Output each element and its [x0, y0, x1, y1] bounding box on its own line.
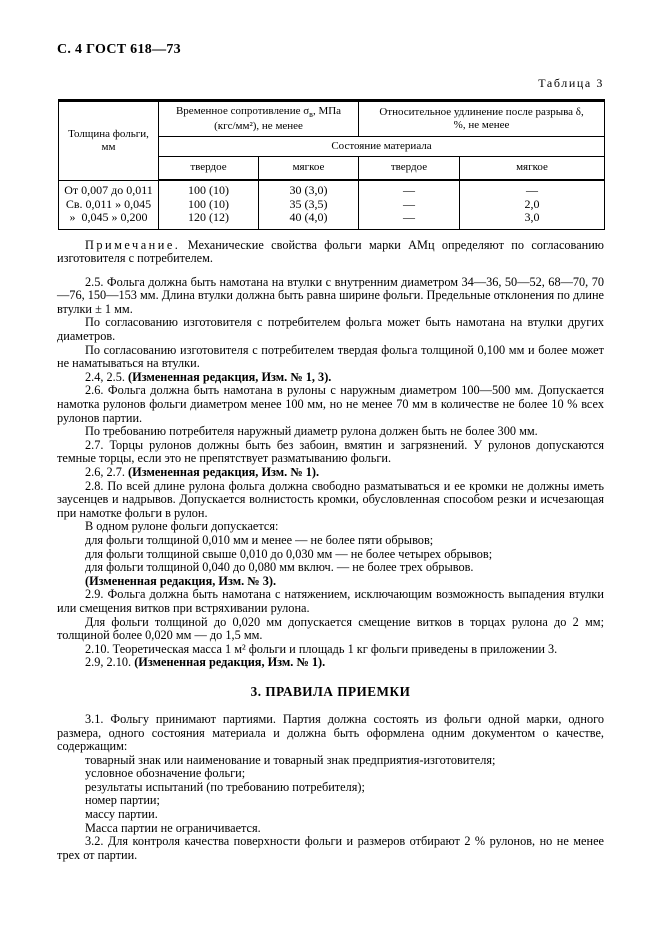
paragraph-text: Масса партии не ограничивается.: [85, 820, 261, 835]
paragraph-text: 2.9. Фольга должна быть намотана с натяжением, исключающим возможность выпадения втулки или смещения витков при встряхивании рулона.: [57, 587, 604, 615]
section-heading: [57, 684, 604, 700]
col-header-material-state: Состояние материала: [159, 137, 605, 157]
paragraph-text: Для фольги толщиной до 0,020 мм допускается смещение витков в торцах рулона до 2 мм; толщиной более 0,020 мм — до 1,5 мм.: [57, 614, 604, 643]
mechanical-properties-table: [58, 99, 605, 230]
paragraph-text: условное обозначение фольги;: [85, 766, 246, 781]
table-cell: 120 (12): [159, 211, 259, 229]
table-label: Таблица 3: [538, 76, 604, 90]
paragraph: [57, 643, 604, 657]
paragraph: [57, 548, 604, 562]
paragraph: [57, 534, 604, 548]
note-label: Примечание.: [85, 237, 181, 252]
strength-header-text: Временное сопротивление σ: [175, 105, 310, 118]
paragraph-text: В одном рулоне фольги допускается:: [85, 519, 279, 534]
paragraph-text: для фольги толщиной свыше 0,010 до 0,030 мм — не более четырех обрывов;: [85, 546, 493, 561]
amendment-note-text: (Измененная редакция, Изм. № 1, 3).: [128, 369, 332, 384]
paragraph-text: 2.6, 2.7.: [85, 465, 129, 479]
table-cell: 100 (10): [159, 180, 259, 198]
col-header-strength: [159, 101, 359, 137]
paragraph-text: номер партии;: [85, 793, 160, 808]
paragraph: [57, 561, 604, 575]
table-cell: —: [359, 198, 460, 212]
strength-header-unit: , МПа: [312, 105, 342, 118]
table-cell: —: [359, 211, 460, 229]
paragraph-text: 2.8. По всей длине рулона фольга должна свободно разматываться и ее кромки не должны иметь заусенцев и надрывов. Допускается волнистость кромки, обусловленная способом резки и исчезающая при намотке фольги в рулон.: [57, 478, 604, 520]
paragraph: [57, 520, 604, 534]
paragraph: [57, 575, 604, 589]
paragraph: [57, 316, 604, 343]
paragraph: [57, 439, 604, 466]
paragraph: [57, 425, 604, 439]
table-cell: —: [460, 180, 605, 198]
paragraph-text: товарный знак или наименование и товарный знак предприятия-изготовителя;: [85, 752, 496, 767]
paragraph: [57, 767, 604, 781]
note-text: Механические свойства фольги марки АМц определяют по согласованию изготовителя с потребителем.: [57, 237, 604, 266]
elongation-header-text: Относительное удлинение после разрыва δ,: [379, 105, 584, 118]
paragraph-text: 2.10. Теоретическая масса 1 м² фольги и площадь 1 кг фольги приведены в приложении 3.: [85, 641, 558, 656]
paragraph: [57, 808, 604, 822]
page-header: С. 4 ГОСТ 618—73: [57, 42, 181, 57]
paragraph: [57, 344, 604, 371]
paragraph: [57, 754, 604, 768]
paragraph-text: По согласованию изготовителя с потребителем фольга может быть намотана на втулки других диаметров.: [57, 315, 604, 344]
col-header-elongation: [359, 101, 605, 137]
strength-header-alt-unit: (кгс/мм²), не менее: [214, 119, 303, 132]
paragraph-text: для фольги толщиной 0,040 до 0,080 мм включ. — не более трех обрывов.: [85, 560, 474, 575]
table-row: [59, 180, 605, 198]
amendment-note-text: (Измененная редакция, Изм. № 1).: [134, 655, 326, 670]
paragraph-text: 2.6. Фольга должна быть намотана в рулоны с наружным диаметром 100—500 мм. Допускается намотка рулонов фольги диаметром менее 100 мм, но не менее 70 мм в количестве не более 10 % всех рулонов партии.: [57, 383, 604, 425]
paragraph: [57, 384, 604, 425]
table-note: [57, 239, 604, 266]
table-cell: 35 (3,5): [259, 198, 359, 212]
paragraph: [57, 713, 604, 754]
paragraph: [57, 276, 604, 317]
subheader-soft-elongation: мягкое: [460, 157, 605, 181]
paragraph: [57, 480, 604, 521]
table-group-header-row: [59, 101, 605, 137]
table-cell: 40 (4,0): [259, 211, 359, 229]
col-header-thickness: Толщина фольги, мм: [59, 101, 159, 181]
table-cell: » 0,045 » 0,200: [59, 211, 159, 229]
paragraph-text: результаты испытаний (по требованию потребителя);: [85, 779, 365, 794]
paragraph: [57, 794, 604, 808]
table-cell: От 0,007 до 0,011: [59, 180, 159, 198]
table-cell: —: [359, 180, 460, 198]
paragraph-text: для фольги толщиной 0,010 мм и менее — не более пяти обрывов;: [85, 532, 434, 547]
elongation-header-unit: %, не менее: [453, 119, 510, 131]
subheader-hard-elongation: твердое: [359, 157, 460, 181]
amendment-note-text: (Измененная редакция, Изм. № 3).: [85, 573, 277, 588]
paragraph: [57, 822, 604, 836]
table-row: [59, 198, 605, 212]
paragraph-text: 2.7. Торцы рулонов должны быть без забоин, вмятин и загрязнений. У рулонов допускаются темные торцы, если это не препятствует разматыванию фольги.: [57, 437, 604, 466]
paragraph: [57, 588, 604, 615]
paragraph-text: По требованию потребителя наружный диаметр рулона должен быть не более 300 мм.: [85, 424, 538, 439]
subheader-soft-strength: мягкое: [259, 157, 359, 181]
paragraph-text: 3.1. Фольгу принимают партиями. Партия должна состоять из фольги одной марки, одного размера, одного состояния материала и должна быть оформлена одним документом о качестве, содержащим:: [57, 711, 604, 754]
amendment-note-text: 3. ПРАВИЛА ПРИЕМКИ: [250, 683, 411, 699]
sigma-subscript: в: [309, 110, 313, 120]
table-cell: Св. 0,011 » 0,045: [59, 198, 159, 212]
paragraph-text: 2.9, 2.10.: [85, 655, 135, 670]
amendment-note-text: (Измененная редакция, Изм. № 1).: [128, 465, 320, 479]
paragraph: [57, 466, 604, 480]
paragraph: [57, 835, 604, 862]
paragraph: [57, 371, 604, 385]
table-cell: 30 (3,0): [259, 180, 359, 198]
paragraph-text: 2.5. Фольга должна быть намотана на втулки с внутренним диаметром 34—36, 50—52, 68—70, 70—76, 150—153 мм. Длина втулки должна быть равна ширине фольги. Предельные отклонения по длине втулки ± 1 мм.: [57, 274, 604, 316]
subheader-hard-strength: твердое: [159, 157, 259, 181]
paragraph: [57, 781, 604, 795]
paragraph: [57, 656, 604, 670]
table-row: [59, 211, 605, 229]
paragraph-text: 2.4, 2.5.: [85, 369, 129, 384]
document-body: [57, 276, 604, 863]
table-cell: 100 (10): [159, 198, 259, 212]
table-cell: 2,0: [460, 198, 605, 212]
paragraph-text: По согласованию изготовителя с потребителем твердая фольга толщиной 0,100 мм и более может не наматываться на втулки.: [57, 342, 604, 371]
paragraph-text: массу партии.: [85, 807, 158, 822]
table-cell: 3,0: [460, 211, 605, 229]
paragraph-text: 3.2. Для контроля качества поверхности фольги и размеров отбирают 2 % рулонов, но не менее трех от партии.: [57, 834, 604, 862]
paragraph: [57, 616, 604, 643]
